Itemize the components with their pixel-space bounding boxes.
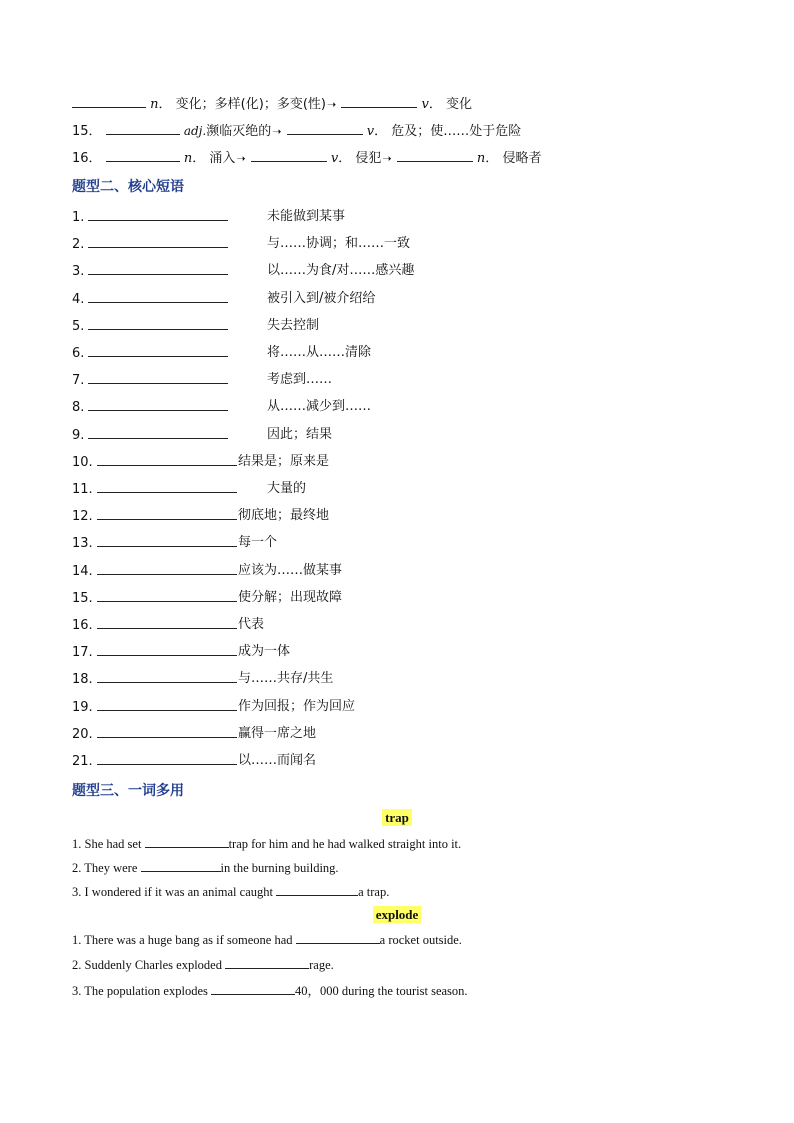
pos-label: n [150, 97, 159, 112]
phrase-meaning: 考虑到…… [267, 372, 333, 388]
phrase-meaning: 被引入到/被介绍给 [267, 290, 376, 306]
sentence-text: in the burning building. [220, 861, 339, 875]
answer-blank[interactable] [141, 859, 221, 872]
phrase-item [72, 290, 376, 309]
keyword-heading [0, 907, 794, 923]
vocab-line-cont: n． 变化；多样(化)；多变(性)➝ v． 变化 [72, 95, 472, 114]
phrase-item [72, 371, 333, 390]
answer-blank[interactable] [88, 344, 228, 357]
meaning-text: 变化 [445, 97, 472, 112]
pos-label: adj. [183, 124, 207, 138]
sentence-text: 3. I wondered if it was an animal caught [72, 885, 277, 899]
answer-blank[interactable] [296, 931, 380, 944]
meaning-text: 危及；使……处于危险 [391, 124, 522, 139]
arrow-icon: ➝ [272, 125, 282, 138]
meaning-text: 变化；多样(化)；多变(性) [175, 97, 326, 112]
answer-blank[interactable] [97, 670, 237, 683]
sentence-text: 40，000 during the tourist season. [294, 984, 468, 998]
answer-blank[interactable] [97, 480, 237, 493]
phrase-meaning: 以……为食/对……感兴趣 [267, 263, 415, 279]
item-number: 8. [72, 400, 85, 416]
phrase-item [72, 235, 411, 254]
example-sentence [72, 931, 462, 948]
item-number: 17. [72, 645, 93, 661]
phrase-meaning: 以……而闻名 [238, 753, 317, 768]
sentence-text: rage. [309, 958, 334, 972]
phrase-meaning: 代表 [238, 617, 265, 632]
arrow-icon: ➝ [236, 152, 246, 165]
keyword-highlight: explode [373, 906, 422, 923]
answer-blank[interactable] [251, 149, 327, 162]
vocab-line-16: 16． n． 涌入➝ v． 侵犯➝ n． 侵略者 [72, 151, 542, 166]
phrase-meaning: 每一个 [238, 535, 278, 551]
phrase-meaning: 失去控制 [267, 317, 320, 333]
example-sentence [72, 956, 334, 973]
answer-blank[interactable] [97, 507, 237, 520]
phrase-item [72, 643, 291, 662]
vocab-line-15: 15． adj.濒临灭绝的➝ v． 危及；使……处于危险 [72, 124, 522, 139]
item-number: 10. [72, 454, 93, 470]
answer-blank[interactable] [106, 149, 180, 162]
item-number: 21. [72, 754, 93, 769]
phrase-meaning: 赢得一席之地 [238, 725, 317, 741]
answer-blank[interactable] [211, 982, 295, 995]
meaning-text: 涌入 [209, 151, 236, 166]
phrase-meaning: 从……减少到…… [267, 399, 372, 415]
answer-blank[interactable] [341, 95, 417, 108]
answer-blank[interactable] [97, 589, 237, 602]
phrase-meaning: 与……协调；和……一致 [267, 236, 411, 252]
answer-blank[interactable] [145, 835, 229, 848]
phrase-meaning: 成为一体 [238, 644, 291, 660]
phrase-item [72, 698, 356, 717]
phrase-item [72, 507, 330, 526]
answer-blank[interactable] [88, 290, 228, 303]
pos-label: v [366, 124, 375, 139]
phrase-item [72, 562, 343, 581]
sentence-text: 1. She had set [72, 837, 145, 851]
phrase-item [72, 398, 372, 417]
keyword-heading [0, 810, 794, 826]
item-number: 16． [72, 151, 102, 166]
phrase-item [72, 670, 334, 689]
answer-blank[interactable] [97, 698, 237, 711]
answer-blank[interactable] [97, 562, 237, 575]
phrase-item [72, 426, 333, 445]
answer-blank[interactable] [97, 643, 237, 656]
item-number: 13. [72, 536, 93, 552]
phrase-meaning: 彻底地；最终地 [238, 508, 330, 524]
phrase-item [72, 752, 317, 771]
answer-blank[interactable] [88, 426, 228, 439]
meaning-text: 侵略者 [502, 151, 542, 166]
pos-label: n [476, 151, 486, 166]
answer-blank[interactable] [72, 95, 146, 108]
meaning-text: 濒临灭绝的 [206, 124, 272, 139]
answer-blank[interactable] [97, 534, 237, 547]
answer-blank[interactable] [88, 235, 228, 248]
item-number: 18. [72, 672, 93, 688]
pos-label: v [330, 151, 339, 166]
answer-blank[interactable] [88, 317, 228, 330]
phrase-item [72, 344, 372, 363]
sentence-text: 2. They were [72, 861, 141, 875]
phrase-meaning: 应该为……做某事 [238, 562, 343, 578]
answer-blank[interactable] [97, 752, 237, 765]
item-number: 6. [72, 346, 85, 361]
sentence-text: 1. There was a huge bang as if someone had [72, 933, 296, 947]
phrase-meaning: 结果是；原来是 [238, 453, 330, 469]
section-title-word-usage: 题型三、一词多用 [72, 783, 184, 799]
item-number: 12. [72, 509, 93, 525]
answer-blank[interactable] [88, 208, 228, 221]
item-number: 5. [72, 318, 85, 334]
phrase-item [72, 589, 343, 608]
phrase-meaning: 大量的 [267, 481, 307, 496]
phrase-item [72, 453, 330, 472]
item-number: 16. [72, 618, 93, 633]
sentence-text: 2. Suddenly Charles exploded [72, 958, 226, 972]
example-sentence [72, 859, 339, 876]
item-number: 11. [72, 482, 93, 497]
phrase-meaning: 将……从……清除 [267, 345, 372, 360]
answer-blank[interactable] [88, 371, 228, 384]
answer-blank[interactable] [276, 883, 358, 896]
example-sentence [72, 981, 468, 999]
item-number: 3. [72, 264, 85, 280]
phrase-meaning: 因此；结果 [267, 426, 333, 442]
phrase-item [72, 317, 320, 336]
phrase-item [72, 725, 317, 744]
sentence-text: a rocket outside. [379, 933, 462, 947]
sentence-text: trap for him and he had walked straight into it. [228, 837, 462, 851]
pos-label: v [421, 97, 429, 112]
example-sentence [72, 835, 461, 852]
phrase-item [72, 616, 265, 635]
arrow-icon: ➝ [382, 152, 392, 165]
phrase-meaning: 未能做到某事 [267, 209, 346, 224]
phrase-meaning: 与……共存/共生 [238, 671, 334, 687]
keyword-highlight: trap [382, 809, 412, 826]
answer-blank[interactable] [97, 725, 237, 738]
sentence-text: a trap. [358, 885, 390, 899]
item-number: 4. [72, 291, 85, 307]
answer-blank[interactable] [397, 149, 473, 162]
phrase-item [72, 480, 307, 499]
answer-blank[interactable] [225, 956, 309, 969]
item-number: 14. [72, 563, 93, 579]
sentence-text: 3. The population explodes [72, 984, 211, 998]
item-number: 15. [72, 590, 93, 606]
answer-blank[interactable] [97, 616, 237, 629]
answer-blank[interactable] [97, 453, 237, 466]
item-number: 9. [72, 427, 85, 443]
meaning-text: 侵犯 [355, 151, 382, 166]
item-number: 20. [72, 726, 93, 742]
answer-blank[interactable] [88, 398, 228, 411]
phrase-item [72, 208, 346, 227]
answer-blank[interactable] [106, 122, 180, 135]
item-number: 1. [72, 210, 85, 225]
item-number: 7. [72, 373, 85, 389]
pos-label: n [183, 151, 193, 166]
arrow-icon: ➝ [326, 98, 337, 111]
phrase-item [72, 534, 278, 553]
item-number: 19. [72, 699, 93, 715]
phrase-item [72, 262, 415, 281]
phrase-meaning: 作为回报；作为回应 [238, 698, 356, 714]
phrase-meaning: 使分解；出现故障 [238, 589, 343, 605]
section-title-phrases: 题型二、核心短语 [72, 179, 184, 195]
answer-blank[interactable] [287, 122, 363, 135]
item-number: 2. [72, 237, 85, 253]
item-number: 15． [72, 124, 102, 139]
answer-blank[interactable] [88, 262, 228, 275]
example-sentence [72, 883, 389, 900]
